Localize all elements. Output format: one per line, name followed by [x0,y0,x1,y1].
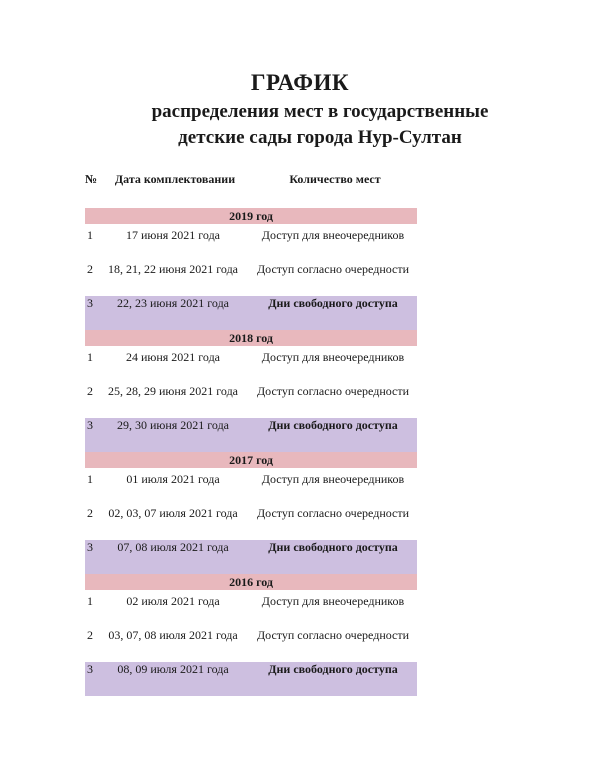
row-date: 01 июля 2021 года [126,472,220,486]
row-date: 22, 23 июня 2021 года [116,296,230,310]
table-row-highlighted [85,540,417,574]
row-qty: Доступ для внеочередников [261,350,405,364]
row-date: 24 июня 2021 года [125,350,221,364]
row-qty: Доступ согласно очередности [256,384,410,398]
table-row [85,370,417,418]
schedule-table [85,172,417,696]
row-qty: Доступ согласно очередности [256,506,410,520]
row-num: 3 [87,296,93,310]
row-qty: Доступ для внеочередников [261,472,405,486]
row-num: 1 [87,594,93,608]
row-num: 2 [87,506,93,520]
row-date: 17 июня 2021 года [125,228,221,242]
row-date: 02 июля 2021 года [126,594,220,608]
row-date: 25, 28, 29 июня 2021 года [107,384,239,398]
column-header-qty: Количество мест [289,172,381,186]
year-band: 2019 год [85,208,417,224]
row-date: 07, 08 июля 2021 года [117,540,229,554]
year-band: 2016 год [85,574,417,590]
column-header-num: № [85,172,98,186]
table-row [85,590,417,614]
row-num: 1 [87,228,93,242]
row-num: 1 [87,472,93,486]
row-date: 08, 09 июля 2021 года [117,662,229,676]
table-row [85,468,417,492]
table-row [85,346,417,370]
page-title: ГРАФИК [250,70,350,95]
year-band: 2017 год [85,452,417,468]
column-header-date: Дата комплектовании [114,172,236,186]
table-row [85,614,417,662]
row-qty: Доступ согласно очередности [256,262,410,276]
row-qty: Дни свободного доступа [268,296,398,310]
row-qty: Доступ согласно очередности [256,628,410,642]
row-date: 02, 03, 07 июля 2021 года [108,506,238,520]
table-row [85,492,417,540]
row-qty: Доступ для внеочередников [261,594,405,608]
table-row [85,224,417,248]
table-row-highlighted [85,296,417,330]
row-num: 1 [87,350,93,364]
row-num: 2 [87,384,93,398]
subtitle-line-1: распределения мест в государственные [151,101,489,122]
row-qty: Дни свободного доступа [268,662,398,676]
row-date: 03, 07, 08 июля 2021 года [108,628,238,642]
table-header [85,172,417,208]
row-date: 18, 21, 22 июня 2021 года [107,262,239,276]
row-num: 3 [87,418,93,432]
row-qty: Дни свободного доступа [268,540,398,554]
table-row [85,248,417,296]
year-band: 2018 год [85,330,417,346]
row-num: 3 [87,662,93,676]
row-qty: Доступ для внеочередников [261,228,405,242]
row-num: 2 [87,262,93,276]
table-row-highlighted [85,662,417,696]
subtitle-line-2: детские сады города Нур-Султан [178,127,462,148]
row-date: 29, 30 июня 2021 года [116,418,230,432]
row-num: 2 [87,628,93,642]
row-qty: Дни свободного доступа [268,418,398,432]
row-num: 3 [87,540,93,554]
table-row-highlighted [85,418,417,452]
